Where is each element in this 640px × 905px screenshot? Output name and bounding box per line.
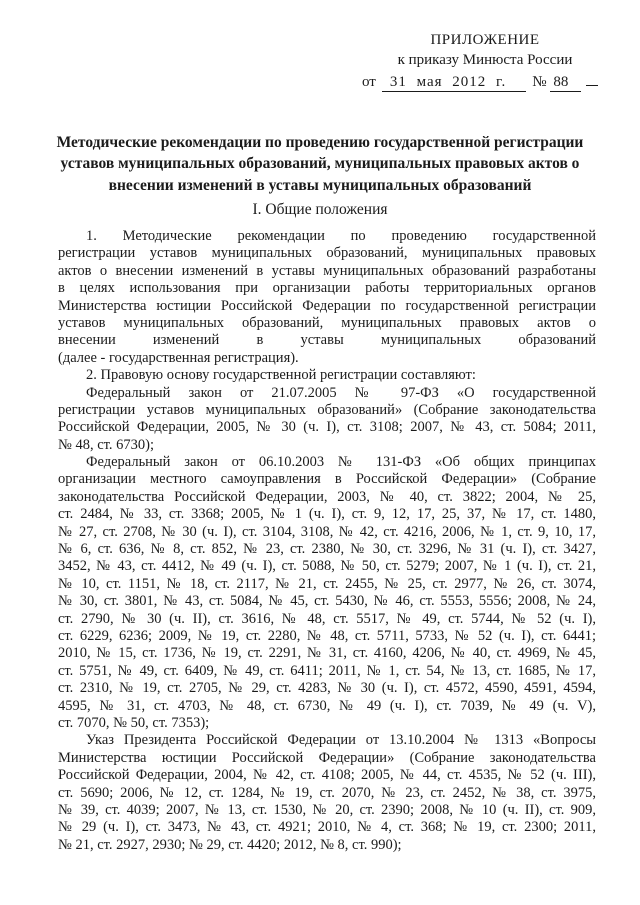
paragraph-line: ст. 5690; 2006, № 12, ст. 1284, № 19, ст. 2070, № 23, ст. 2452, № 38, ст. 3975,: [58, 784, 596, 801]
paragraph-line: № 29 (ч. I), ст. 3473, № 43, ст. 4921; 2010, № 4, ст. 368; № 19, ст. 2300; 2011,: [58, 819, 596, 836]
document-body: [58, 228, 596, 854]
paragraph-line: актов о внесении изменений в уставы муниципальных образований разработаны: [58, 262, 596, 279]
paragraph-line: внесении изменений в уставы муниципальных образований: [58, 332, 596, 349]
paragraph-line: № 10, ст. 1151, № 18, ст. 2117, № 21, ст. 2455, № 25, ст. 2977, № 26, ст. 3074,: [58, 575, 596, 592]
paragraph-line: Федеральный закон от 21.07.2005 № 97-ФЗ «О государственной: [86, 384, 596, 401]
document-title-line: Методические рекомендации по проведению государственной регистрации: [56, 134, 584, 151]
number-sign: №: [532, 74, 547, 90]
paragraph-line: 4595, № 31, ст. 4703, № 48, ст. 6730, № 49 (ч. I), ст. 7039, № 49 (ч. V),: [58, 697, 596, 714]
paragraph-line: Указ Президента Российской Федерации от 13.10.2004 № 1313 «Вопросы: [86, 732, 596, 749]
paragraph-line: Российской Федерации, 2005, № 30 (ч. I), ст. 3108; 2007, № 43, ст. 5084; 2011,: [58, 419, 596, 436]
paragraph-line: Российской Федерации, 2004, № 42, ст. 4108; 2005, № 44, ст. 4535, № 52 (ч. III),: [58, 767, 596, 784]
paragraph-line: № 48, ст. 6730);: [58, 436, 154, 453]
paragraph-line: 1. Методические рекомендации по проведению государственной: [86, 228, 596, 244]
paragraph-line: № 30, ст. 3801, № 43, ст. 5084, № 45, ст. 5430, № 46, ст. 5553, 5556; 2008, № 24,: [58, 593, 596, 610]
paragraph-line: регистрации уставов муниципальных образований» (Собрание законодательства: [58, 401, 596, 418]
paragraph-line: Федеральный закон от 06.10.2003 № 131-ФЗ «Об общих принципах: [86, 454, 596, 471]
paragraph-line: ст. 7070, № 50, ст. 7353);: [58, 714, 210, 731]
section-heading: I. Общие положения: [252, 201, 388, 218]
paragraph: [58, 228, 596, 367]
paragraph-line: регистрации уставов муниципальных образований, муниципальных правовых: [58, 245, 596, 262]
order-date-line: [358, 72, 612, 92]
appendix-subtitle: к приказу Минюста России: [397, 52, 573, 68]
document-title: [30, 132, 610, 196]
order-number-value: 88: [550, 74, 581, 92]
paragraph-line: в целях использования при организации работы территориальных органов: [58, 280, 596, 297]
paragraph: [58, 367, 596, 384]
paragraph: [58, 454, 596, 732]
paragraph-line: законодательства Российской Федерации, 2003, № 40, ст. 3822; 2004, № 25,: [58, 488, 596, 505]
paragraph-line: № 21, ст. 2927, 2930; № 29, ст. 4420; 2012, № 8, ст. 990);: [58, 836, 402, 853]
paragraph-line: организации местного самоуправления в Российской Федерации» (Собрание: [58, 471, 596, 488]
paragraph-line: ст. 2310, № 19, ст. 2705, № 29, ст. 4283, № 30 (ч. I), ст. 4572, 4590, 4591, 4594,: [58, 680, 596, 697]
document-title-line: уставов муниципальных образований, муниципальных правовых актов о: [60, 155, 580, 173]
document-title-line: внесении изменений в уставы муниципальных образований: [108, 176, 532, 194]
paragraph-line: ст. 2484, № 33, ст. 3368; 2005, № 1 (ч. I), ст. 9, 12, 17, 25, 37, № 17, ст. 1480,: [58, 506, 596, 523]
paragraph-line: ст. 5751, № 49, ст. 6409, № 49, ст. 6411; 2011, № 1, ст. 54, № 13, ст. 1685, № 17,: [58, 662, 596, 679]
appendix-header: [358, 30, 612, 92]
paragraph-line: № 39, ст. 4039; 2007, № 13, ст. 1530, № 20, ст. 2390; 2008, № 10 (ч. II), ст. 909,: [58, 801, 596, 818]
blank-underline: [586, 85, 598, 86]
paragraph-line: (далее - государственная регистрация).: [58, 349, 299, 366]
paragraph: [58, 385, 596, 455]
paragraph-line: Министерства юстиции Российской Федерации по государственной регистрации: [58, 297, 596, 314]
order-date-value: 31 мая 2012 г.: [382, 74, 526, 92]
date-prefix: от: [362, 74, 376, 90]
paragraph-line: ст. 2790, № 30 (ч. II), ст. 3616, № 48, ст. 5517, № 49, ст. 5744, № 52 (ч. I),: [58, 610, 596, 627]
paragraph-line: Министерства юстиции Российской Федерации» (Собрание законодательства: [58, 749, 596, 766]
paragraph-line: ст. 6229, 6236; 2009, № 19, ст. 2280, № 48, ст. 5711, 5733, № 52 (ч. I), ст. 6441;: [58, 627, 596, 644]
paragraph-line: уставов муниципальных образований, муниципальных правовых актов о: [58, 314, 596, 331]
paragraph: [58, 732, 596, 854]
paragraph-line: 2. Правовую основу государственной регистрации составляют:: [86, 367, 476, 384]
paragraph-line: № 27, ст. 2708, № 30 (ч. I), ст. 3104, 3108, № 42, ст. 4216, 2006, № 1, ст. 9, 10, 17,: [58, 523, 596, 540]
paragraph-line: № 6, ст. 636, № 8, ст. 852, № 23, ст. 2380, № 30, ст. 3296, № 31 (ч. I), ст. 3427,: [58, 541, 596, 558]
paragraph-line: 2010, № 15, ст. 1736, № 19, ст. 2291, № 31, ст. 4160, 4206, № 40, ст. 4969, № 45,: [58, 645, 596, 662]
appendix-label: ПРИЛОЖЕНИЕ: [430, 32, 540, 48]
paragraph-line: 3452, № 43, ст. 4412, № 49 (ч. I), ст. 5088, № 50, ст. 5279; 2007, № 1 (ч. I), ст. 21,: [58, 558, 596, 575]
